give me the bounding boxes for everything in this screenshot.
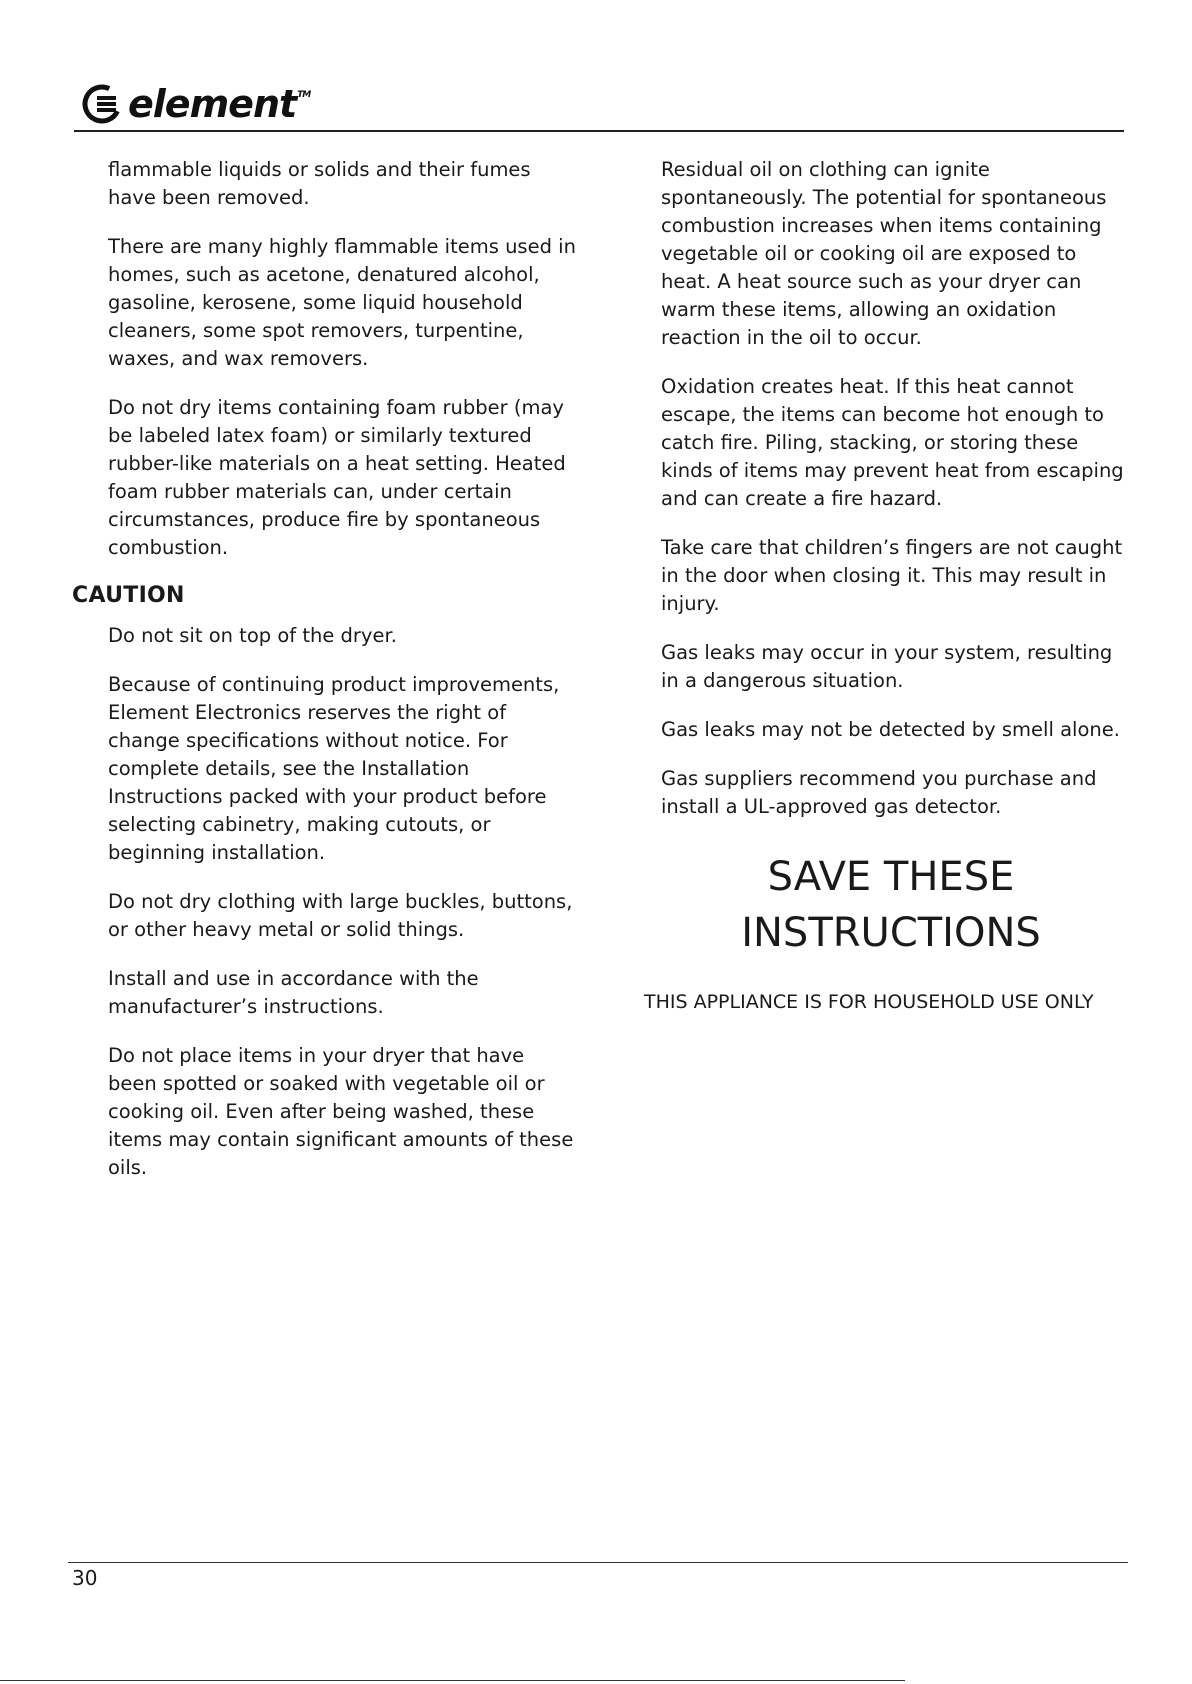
paragraph: Gas leaks may not be detected by smell alone.	[661, 718, 1120, 741]
paragraph: Because of continuing product improvements, Element Electronics reserves the right of change specifications without notice. For complete details, see the Installation Instructions packed with your product before selecting cabinetry, making cutouts, or beginning installation.	[108, 673, 560, 864]
paragraph: Do not dry clothing with large buckles, buttons, or other heavy metal or solid things.	[108, 890, 573, 941]
save-instructions-title	[641, 849, 1141, 961]
paragraph: Install and use in accordance with the manufacturer’s instructions.	[108, 967, 479, 1018]
page-number: 30	[72, 1566, 98, 1590]
trademark-mark: TM	[297, 90, 311, 100]
footer-divider	[68, 1562, 1128, 1563]
left-column	[72, 156, 578, 1203]
paragraph: Do not place items in your dryer that have been spotted or soaked with vegetable oil or cooking oil. Even after being washed, these items may contain significant amounts of these oils.	[108, 1044, 574, 1179]
household-use-notice: THIS APPLIANCE IS FOR HOUSEHOLD USE ONLY	[644, 991, 1094, 1013]
paragraph: Do not sit on top of the dryer.	[108, 624, 397, 647]
bottom-edge-line	[0, 1680, 905, 1681]
paragraph: flammable liquids or solids and their fumes have been removed.	[108, 158, 531, 209]
paragraph: Gas leaks may occur in your system, resulting in a dangerous situation.	[661, 641, 1113, 692]
element-logo-icon	[80, 82, 124, 126]
paragraph: Do not dry items containing foam rubber (may be labeled latex foam) or similarly textured rubber-like materials on a heat setting. Heated foam rubber materials can, under certain circumstances, produce fire by spontaneous combustion.	[108, 396, 566, 559]
save-title-line-1: SAVE THESE	[767, 854, 1015, 900]
paragraph: There are many highly flammable items used in homes, such as acetone, denatured alcohol, gasoline, kerosene, some liquid household cleaners, some spot removers, turpentine, waxes, and wax removers.	[108, 235, 576, 370]
right-column	[644, 156, 1131, 1013]
paragraph: Gas suppliers recommend you purchase and install a UL-approved gas detector.	[661, 767, 1097, 818]
header-divider	[74, 130, 1124, 132]
paragraph: Oxidation creates heat. If this heat cannot escape, the items can become hot enough to catch fire. Piling, stacking, or storing these kinds of items may prevent heat from escaping and can create a fire hazard.	[661, 375, 1124, 510]
paragraph: Residual oil on clothing can ignite spontaneously. The potential for spontaneous combustion increases when items containing vegetable oil or cooking oil are exposed to heat. A heat source such as your dryer can warm these items, allowing an oxidation reaction in the oil to occur.	[661, 158, 1107, 349]
caution-heading: CAUTION	[72, 583, 185, 608]
paragraph: Take care that children’s fingers are not caught in the door when closing it. This may result in injury.	[661, 536, 1123, 615]
save-title-line-2: INSTRUCTIONS	[741, 910, 1041, 956]
header	[80, 80, 310, 128]
brand-wordmark: element™	[128, 82, 311, 126]
